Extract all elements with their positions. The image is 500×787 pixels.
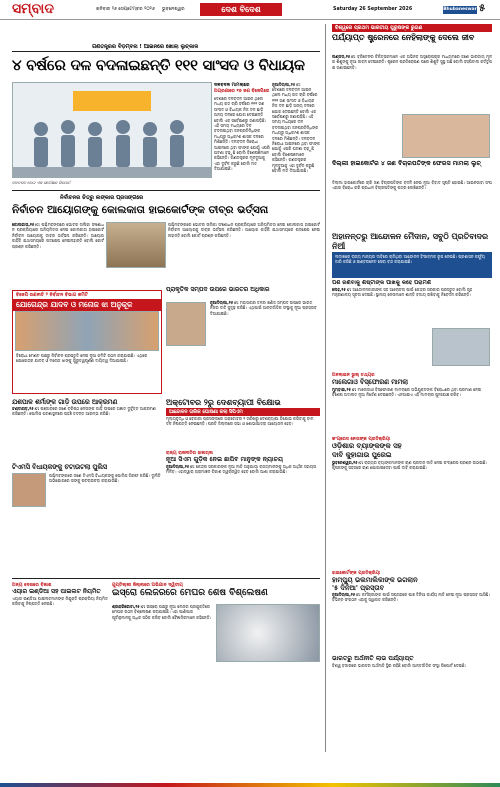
election-body-2: ପଶ୍ଚିମବଙ୍ଗରେ ଭୋଟର ତାଲିକା ସଂଶୋଧନ ପ୍ରକ୍ରିୟାରେ ଅନିୟମିତତା ନେଇ କୋଲକାତା ହାଇକୋର୍ଟ ନିର୍ବାଚନ ଆୟୋଗକୁ ତୀବ୍ର ଭର୍ତ୍ସନା କରିଛନ୍ତି। ଆୟୋଗ କାହିଁକି ଯଥାସମୟରେ ପଦକ୍ଷେପ ନେଇନାହାନ୍ତି ବୋଲି କୋର୍ଟ ପ୍ରଶ୍ନ କରିଛନ୍ତି। xyxy=(168,222,320,238)
right-mid-headline[interactable]: ମାଲେଗାଓ ବିସ୍ଫୋରଣ ମାମଲା xyxy=(332,378,408,386)
col3-text: କେନ୍ଦ୍ର ସରକାରଙ୍କ ନୂଆ ନୀତି ଅନୁଯାୟୀ ରାଜ୍ୟମାନଙ୍କୁ ଅଧିକ ଆର୍ଥିକ ସହାୟତା ମିଳିବ। ଏହାଦ୍ୱାରା ଗ୍ରାମାଞ୍ଚଳ ବିକାଶ ତ୍ୱରାନ୍ୱିତ ହେବ ବୋଲି ଆଶା କରାଯାଉଛି। xyxy=(166,464,317,475)
right-top-kicker: ବିଶ୍ୱରେ ପ୍ରଥମ ଭାରତୀୟ ପୁରୁଷଙ୍କ ରୁଗଣ xyxy=(332,24,492,32)
right-top-headline[interactable]: ପର୍ଯ୍ୟାପ୍ତ ଷ୍ଟ୍ରେନରେ ନେହିଲାଙ୍କୁ ଦେଲେ ଜୀବ xyxy=(332,33,475,42)
col3-body xyxy=(166,464,320,564)
right-top-subheadline[interactable]: ଦିଲ୍ଲୀ ହାଇକୋର୍ଟର ୪ ଜଣ ବିଚାରପତିଙ୍କ ଫେରସ ମାମଲା ଲୁଚ୍‌ xyxy=(332,160,481,167)
right-mid-kicker: ଅନଲାଇନ ଭୁଲ୍‌ ତଥ୍ୟର xyxy=(332,373,375,378)
centre-blurb: ଲଦାଖରେ ରାଜ୍ୟ ମାନ୍ୟତା ଦାବିରେ ଚାଲିଥିବା ଆନ୍ଦୋଳନ ହିଂସାତ୍ମକ ରୂପ ନେଇଛି। ପ୍ରଶାସନ କର୍ଫ୍ୟୁ ଜାରି କରିଛି ଓ ଇଣ୍ଟରନେଟ ସେବା ବନ୍ଦ କରାଯାଇଛି। xyxy=(332,252,492,278)
masthead xyxy=(0,0,500,20)
rb-headline[interactable]: ହାମ୍ପ୍ୟୁ ଭଲମାଲିକାଙ୍କ ଭଗଲାନ xyxy=(332,576,418,584)
lead-kicker: ଗଣତନ୍ତ୍ରର ବିଡ଼ମ୍ବନା ! ଆଇନରେ ଖୋଲା ଲୁଚ୍‌କାଳ xyxy=(92,44,199,50)
lead-headline[interactable]: ୪ ବର୍ଷରେ ଦଳ ବଦଳାଇଛନ୍ତି ୧୧୧ ସାଂସଦ ଓ ବିଧାୟକ xyxy=(12,56,305,74)
protest-photo xyxy=(15,311,159,351)
side-kicker2: ଅଗ୍ରଣୀରେ ୧୭ ଜଣ ବିଜେପିରେ xyxy=(214,89,270,94)
right-top-photo xyxy=(402,114,490,158)
col1-body2: ପଶ୍ଚିମବଙ୍ଗରେ ଜଣେ ଟିଏମସି ବିଧାୟକଙ୍କୁ ପୋଲିସ ଗିରଫ କରିଛି। ଦୁର୍ନୀତି ଅଭିଯୋଗରେ ତାଙ୍କୁ ପଚରାଉଚରା କରାଯାଉଛି। xyxy=(49,473,161,484)
col3-kicker: ରାଜ୍ୟ ରାଜନୀତିର ହାଲଚାଲ xyxy=(166,451,213,456)
lead-illustration xyxy=(12,82,212,178)
biz-body: ବିରୋଧୀ ମେଣ୍ଟ ପକ୍ଷରୁ ନିର୍ବାଚନ ପ୍ରସ୍ତୁତି ନେଇ ନୂଆ କମିଟି ଗଠନ କରାଯାଇଛି। ଏଥିରେ ଯୋଗେନ୍ଦ୍ର ଯାଦବ ଓ ମନୋଜ ଝାଙ୍କୁ ଗୁରୁତ୍ୱପୂର୍ଣ୍ଣ ଦାୟିତ୍ୱ ଦିଆଯାଇଛି। xyxy=(16,353,148,364)
col1-text: ପଞ୍ଜାବରେ ଜଣେ ବରିଷ୍ଠ ନେତାଙ୍କ ଗାଡ଼ି ଉପରେ ଅଜ୍ଞାତ ଦୁର୍ବୃତ୍ତ ଆକ୍ରମଣ କରିଛନ୍ତି। ପୋଲିସ ଘଟଣାସ୍ଥଳରେ ପହଞ୍ଚି ତଦନ୍ତ ଆରମ୍ଭ କରିଛି। xyxy=(12,406,156,417)
rb-headline2[interactable]: '୫ ଦିନିଆ' ପ୍ରସ୍ତାବ xyxy=(332,584,385,592)
centre-photo xyxy=(432,328,490,366)
rb-body xyxy=(332,592,492,652)
election-kicker: ନିର୍ବାଚନର ଚିତ୍ରୁ ଲଙ୍କାର ପ୍ରସଙ୍ଗରେ xyxy=(60,195,144,201)
col1-story xyxy=(12,398,162,574)
rb-kicker: ହାଇକୋର୍ଟଙ୍କ ପ୍ରତିକ୍ରିୟା xyxy=(332,571,381,576)
right-mid-text: ମାଲେଗାଓ ବିସ୍ଫୋରଣ ମାମଲାରେ ଅଭିଯୁକ୍ତଙ୍କ ବିରୋଧରେ ଥିବା ପ୍ରମାଣ ନେଇ ବିଶେଷ ଅଦାଲତ ନୂଆ ନିର୍ଦ୍ଦେଶ ଦେଇଛନ୍ତି। ଏନଆଇଏ ଏହି ମାମଲାର ପୁନଃଯାଞ୍ଚ କରିବ। xyxy=(332,387,482,398)
right-mid-panel xyxy=(332,372,492,432)
biz-headline[interactable]: ଯୋଗେନ୍ଦ୍ର ଯାଦବ ଓ ମନୋଜ ଝା ଅନୁକୂଳ xyxy=(13,299,161,311)
rb-body3: ବିଶ୍ୱ ବଜାରରେ ଭାରତର ଅର୍ଥନୀତି ସ୍ଥିର ରହିଛି ବୋଲି ଆନ୍ତର୍ଜାତିକ ସଂସ୍ଥା ରିପୋର୍ଟ ଦେଇଛି। xyxy=(332,663,467,668)
right-top-body xyxy=(332,54,492,114)
odia-date: ଶନିବାର ୨୬ ସେପ୍ଟେମ୍ବର ୨୦୨୬ xyxy=(96,7,155,12)
col3-dateline: ନୂଆଦିଲ୍ଲୀ,୨୫।୯: xyxy=(166,464,195,469)
side-body: ଦେଶରେ ଦଳବଦଳ ଆଇନ ଥିଲେ ମଧ୍ୟ ଗତ ଚାରି ବର୍ଷରେ ୧୧୧ ଜଣ ସାଂସଦ ଓ ବିଧାୟକ ନିଜ ଦଳ ଛାଡ଼ି ଅନ୍ୟ ଦଳରେ ଯୋଗ ଦେଇଛନ୍ତି ବୋଲି ଏକ ସର୍ବେକ୍ଷଣରୁ ଜଣାପଡ଼ିଛି। ଏହି ସମୟ ମଧ୍ୟରେ ଦଳ ବଦଳାଇଥିବା ଜନପ୍ରତିନିଧିଙ୍କ ମଧ୍ୟରୁ ଅଧିକାଂଶ ଶାସକ ଦଳରେ ମିଶିଛନ୍ତି। ଦଳବଦଳ ନିରୋଧୀ ଆଇନରେ ଥିବା ଫାଙ୍କ ଯୋଗୁଁ ଏପରି ଘଟଣା ବଢ଼ୁଛି ବୋଲି ବିଶେଷଜ୍ଞମାନେ କହିଛନ୍ତି। ଗଣତନ୍ତ୍ରର ମୂଳଦୁଆକୁ ଏହା ଦୁର୍ବଳ କରୁଛି ବୋଲି ମତ ଦିଆଯାଇଛି। xyxy=(214,96,270,172)
col4-story xyxy=(332,436,492,566)
col4-text: ରାଜ୍ୟର ବ୍ୟାଙ୍କମାନଙ୍କ ଋଣ ପ୍ରଦାନ ନୀତି ନେଇ କଂଗ୍ରେସ ପ୍ରଶ୍ନ ଉଠାଇଛି। କୃଷକଙ୍କୁ ସହଜରେ ଋଣ ଯୋଗାଇଦେବା ପାଇଁ ଦାବି କରାଯାଇଛି। xyxy=(332,460,488,471)
election-body xyxy=(12,222,104,282)
col2-dateline: ନୂଆଦିଲ୍ଲୀ,୨୫।୯: xyxy=(210,300,239,305)
side-kicker: ଦଳବଦଳ ମାମଲାରେ xyxy=(214,83,250,88)
col4-headline2[interactable]: ଦାବି କୁହାଗାଉ ପୁରେଇ xyxy=(332,451,392,459)
centre-headline[interactable]: ଅହାନନ୍ତରୁ ଆନ୍ଦୋଳନ ମୈଦାନ, ସବୁଠି ପ୍ରତିବାଦର ନିଆଁ xyxy=(332,232,489,251)
col4-kicker: କଂଗ୍ରେସ ନେତାଙ୍କ ପ୍ରତିକ୍ରିୟା xyxy=(332,437,391,442)
city-label: Bhubaneswar xyxy=(443,7,477,12)
footer-rule xyxy=(0,783,500,787)
centre-dateline: ଲେହ,୨୫।୯: xyxy=(332,287,352,292)
rb-text: କର୍ମଚାରୀଙ୍କ ପାଇଁ ସପ୍ତାହରେ ପାଞ୍ଚ ଦିନିଆ କାର୍ଯ୍ୟ ନୀତି ନେଇ ନୂଆ ପ୍ରସ୍ତାବ ଆସିଛି। ବିଭିନ୍ନ ସଂଗଠନ ଏହାକୁ ସ୍ୱାଗତ କରିଛନ୍ତି। xyxy=(332,592,490,603)
bottom-kicker: ଗୁପ୍ତିଲ୍ଲୀ ଜିଲ୍ଲାରେ ଅଭିଯାନ ଦ୍ୱିତୀୟ xyxy=(112,583,183,588)
divider xyxy=(12,51,320,52)
column-divider xyxy=(325,24,326,752)
bottom-col1-body: ଏୟାର ଇଣ୍ଡିଆ ପାଇଲଟମାନଙ୍କ ନିଯୁକ୍ତି ପ୍ରକ୍ରିୟା ନିୟମିତ କରିବାକୁ ନିଷ୍ପତ୍ତି ନେଇଛି। xyxy=(12,596,108,607)
col1-headline2[interactable]: ଟିଏମସି ବିଧାୟକଙ୍କୁ ଚଟାଉଟଲା ପୁଲିସ xyxy=(12,463,108,471)
biz-box xyxy=(12,290,162,394)
col2-story xyxy=(166,286,320,390)
centre-body xyxy=(332,287,492,333)
col2-text: ମହାସାଗର ତଳର ଖଣିଜ ସମ୍ପଦ ଉପରେ ଭାରତ ନିଜର ଦାବି ସୁଦୃଢ଼ କରିଛି। ଏଥିପାଇଁ ଆନ୍ତର୍ଜାତିକ ସଂସ୍ଥାକୁ ନୂଆ ପ୍ରସ୍ତାବ ଦିଆଯାଇଛି। xyxy=(210,300,317,316)
divider xyxy=(12,578,320,579)
bottom-col1-kicker: ଅନ୍ୟ ଦେଶରେ ବିକାଶ xyxy=(12,583,52,588)
spread-sub: ଆନ୍ଦୋଳନ ତାଲିକ ଘୋଷଣା କଲା ସିପିଏମ xyxy=(166,408,320,416)
lead-body: ଦେଶରେ ଦଳବଦଳ ଆଇନ ଥିଲେ ମଧ୍ୟ ଗତ ଚାରି ବର୍ଷରେ ୧୧୧ ଜଣ ସାଂସଦ ଓ ବିଧାୟକ ନିଜ ଦଳ ଛାଡ଼ି ଅନ୍ୟ ଦଳରେ ଯୋଗ ଦେଇଛନ୍ତି ବୋଲି ଏକ ସର୍ବେକ୍ଷଣରୁ ଜଣାପଡ଼ିଛି। ଏହି ସମୟ ମଧ୍ୟରେ ଦଳ ବଦଳାଇଥିବା ଜନପ୍ରତିନିଧିଙ୍କ ମଧ୍ୟରୁ ଅଧିକାଂଶ ଶାସକ ଦଳରେ ମିଶିଛନ୍ତି। ଦଳବଦଳ ନିରୋଧୀ ଆଇନରେ ଥିବା ଫାଙ୍କ ଯୋଗୁଁ ଏପରି ଘଟଣା ବଢ଼ୁଛି ବୋଲି ବିଶେଷଜ୍ଞମାନେ କହିଛନ୍ତି। ଗଣତନ୍ତ୍ରର ମୂଳଦୁଆକୁ ଏହା ଦୁର୍ବଳ କରୁଛି ବୋଲି ମତ ଦିଆଯାଇଛି। xyxy=(272,87,320,174)
newspaper-logo[interactable]: ସମ୍ବାଦ xyxy=(12,1,54,17)
col3-story xyxy=(166,450,320,574)
rb-headline3[interactable]: ଭାରତରୁ ଅର୍ଥନୀତି ଲାଭ ପର୍ଯ୍ୟାପ୍ତ xyxy=(332,655,414,662)
right-top-dateline: ଲଣ୍ଡନ,୨୫।୯: xyxy=(332,54,356,59)
centre-subheadline[interactable]: ପଶ ରଣିବାକୁ ଶିଷ୍ଟାଙ୍କ ପାଖକୁ କହେ ପରାମର୍ଶ xyxy=(332,280,431,286)
right-bottom-panel xyxy=(332,570,492,746)
section-banner: ଦେଶ ବିଦେଶ xyxy=(200,3,282,16)
right-top-text: ବ୍ରିଟେନର ଚିକିତ୍ସକମାନେ ଏକ ଅଭିନବ ଅସ୍ତ୍ରୋପଚାର ମାଧ୍ୟମରେ ଜଣେ ଭାରତୀୟ ମୂଳର ଶିଶୁଙ୍କୁ ନୂଆ ଜୀବନ ଦେଇଛନ୍ତି। ଷ୍ଟ୍ରେନ ପ୍ରତିରୋପଣ ପରେ ଶିଶୁଟି ସୁସ୍ଥ ଅଛି ବୋଲି ହସ୍ପିଟାଲ କର୍ତ୍ତୃପକ୍ଷ ଜଣାଇଛନ୍ତି। xyxy=(332,54,492,70)
col1-body xyxy=(12,406,162,460)
bottom-left xyxy=(12,582,108,746)
bottom-text: ଇସ୍ରୋ ପକ୍ଷରୁ ନୂଆ ଲେଜର ପ୍ରଯୁକ୍ତିରେ ମେଘର ଗଠନ ବିଶ୍ଲେଷଣ କରାଯାଇଛି। ଏହା ପାଣିପାଗ ପୂର୍ବାନୁମାନକୁ ଅଧିକ ସଠିକ କରିବ ବୋଲି ବୈଜ୍ଞାନିକମାନେ କହିଛନ୍ତି। xyxy=(112,604,212,620)
court-photo xyxy=(106,222,166,268)
election-dateline: କୋଲକାତା,୨୫।୯: xyxy=(12,222,40,227)
edition-label: ଭୁବନେଶ୍ୱର xyxy=(162,7,185,12)
col2-headline[interactable]: ପ୍ରାକୃତିକ ସମ୍ପଦ ଉପରେ ଭାରତର ଅଧିକାର xyxy=(166,286,270,293)
bottom-col1-headline[interactable]: ଏୟାର ଇଣ୍ଡିଆ ସହ ପାଇଲଟ ନିୟମିତ xyxy=(12,588,101,595)
right-top-subbody: ଦିଲ୍ଲୀ ହାଇକୋର୍ଟରେ ଚାରି ଜଣ ବିଚାରପତିଙ୍କ ବଦଳି ନେଇ ନୂଆ ବିବାଦ ସୃଷ୍ଟି ହୋଇଛି। ଆଇନଜୀବୀ ସଂଘ ଏହାର ବିରୋଧ କରି ପ୍ରଧାନ ବିଚାରପତିଙ୍କୁ ପତ୍ର ଲେଖିଛନ୍ତି। xyxy=(332,180,492,191)
col4-body xyxy=(332,460,492,548)
mla-photo xyxy=(12,473,46,507)
bottom-main xyxy=(112,582,320,746)
election-headline[interactable]: ନିର୍ବାଚନ ଆୟୋଗଙ୍କୁ କୋଲକାତା ହାଇକୋର୍ଟଙ୍କ ତୀବ୍ର ଭର୍ତ୍ସନା xyxy=(12,204,269,216)
divider xyxy=(12,190,320,191)
centre-story-panel xyxy=(332,232,492,368)
col1-headline[interactable]: ଯଶପାଳ ଶର୍ମାଙ୍କ ଗାଡ଼ି ଉପରେ ଆକ୍ରମଣ xyxy=(12,398,118,406)
english-date: Saturday 26 September 2026 xyxy=(333,7,413,12)
centre-text: ଆନ୍ଦୋଳନକାରୀଙ୍କ ସହ ଆଲୋଚନା ପାଇଁ କେନ୍ଦ୍ର ସରକାର ପ୍ରସ୍ତୁତ ବୋଲି ଗୃହ ମନ୍ତ୍ରଣାଳୟ ସୂଚନା ଦେଇଛି। ସ୍ଥାନୀୟ ନେତାମାନେ ଶାନ୍ତି ବଜାୟ ରଖିବାକୁ ନିବେଦନ କରିଛନ୍ତି। xyxy=(332,287,473,298)
satellite-photo xyxy=(216,604,320,662)
spread-headline[interactable]: ଅକ୍ଟୋବର ୨ରୁ ଦେଶବ୍ୟାପୀ ବିକ୍ଷୋଭ xyxy=(166,398,281,407)
lead-dateline: ନୂଆଦିଲ୍ଲୀ,୨୫।୯: xyxy=(272,82,301,87)
right-mid-body xyxy=(332,387,492,425)
col1-dateline: ଚଣ୍ଡୀଗଡ଼,୨୫।୯: xyxy=(12,406,40,411)
col3-headline[interactable]: ନୂଆ ସିଏମ ଗୁଡ଼ିକ ନେଇ ଛାପିବ ମାନୁଙ୍କ ନ୍ୟାଚୟ xyxy=(166,456,284,463)
biz-kicker: ବିଜେପି ରଣନୀତି ୨ ନିର୍ବାଚନ ବିଭାଗ କମିଟି xyxy=(16,293,88,298)
col2-body xyxy=(210,300,320,388)
bottom-headline[interactable]: ଇସ୍ରୋ ଲେଜରରେ ମେଘର ଶେଷ ବିଶ୍ଲେଷଣ xyxy=(112,588,268,598)
page-number: ୫ xyxy=(479,3,486,14)
lead-caption: ଦଳବଦଳ ନେଇ ଏକ ସର୍ବେକ୍ଷଣ ରିପୋର୍ଟ xyxy=(12,180,71,185)
rb-dateline: ନୂଆଦିଲ୍ଲୀ,୨୫।୯: xyxy=(332,592,361,597)
bottom-dateline: ଶ୍ରୀହରିକୋଟା,୨୫।୯: xyxy=(112,604,146,609)
right-mid-dateline: ମୁମ୍ବାଇ,୨୫।୯: xyxy=(332,387,357,392)
election-text: ପଶ୍ଚିମବଙ୍ଗରେ ଭୋଟର ତାଲିକା ସଂଶୋଧନ ପ୍ରକ୍ରିୟାରେ ଅନିୟମିତତା ନେଇ କୋଲକାତା ହାଇକୋର୍ଟ ନିର୍ବାଚନ ଆୟୋଗକୁ ତୀବ୍ର ଭର୍ତ୍ସନା କରିଛନ୍ତି। ଆୟୋଗ କାହିଁକି ଯଥାସମୟରେ ପଦକ୍ଷେପ ନେଇନାହାନ୍ତି ବୋଲି କୋର୍ଟ ପ୍ରଶ୍ନ କରିଛନ୍ତି। xyxy=(12,222,104,249)
person-photo xyxy=(166,302,206,346)
spread-panel xyxy=(166,398,320,446)
col4-dateline: ଭୁବନେଶ୍ୱର,୨୫।୯: xyxy=(332,460,364,465)
col4-headline[interactable]: ଓଡ଼ିଶାର ବ୍ୟାଙ୍କଙ୍କ ସହ xyxy=(332,442,402,450)
bottom-body xyxy=(112,604,212,744)
lead-column-3 xyxy=(272,82,320,186)
spread-body: ମୂଲ୍ୟବୃଦ୍ଧି ଓ ବେକାରୀ ପ୍ରସଙ୍ଗରେ ଅକ୍ଟୋବର ୨ ତାରିଖରୁ ଦେଶବ୍ୟାପୀ ବିକ୍ଷୋଭ କରିବାକୁ ବାମ ଦଳ ନିଷ୍ପତ୍ତି ନେଇଛନ୍ତି। ପ୍ରତି ଜିଲ୍ଲାରେ ସଭା ଓ ଶୋଭାଯାତ୍ରା ଆୟୋଜନ ହେବ। xyxy=(166,416,314,427)
lead-sidebar xyxy=(214,82,270,186)
